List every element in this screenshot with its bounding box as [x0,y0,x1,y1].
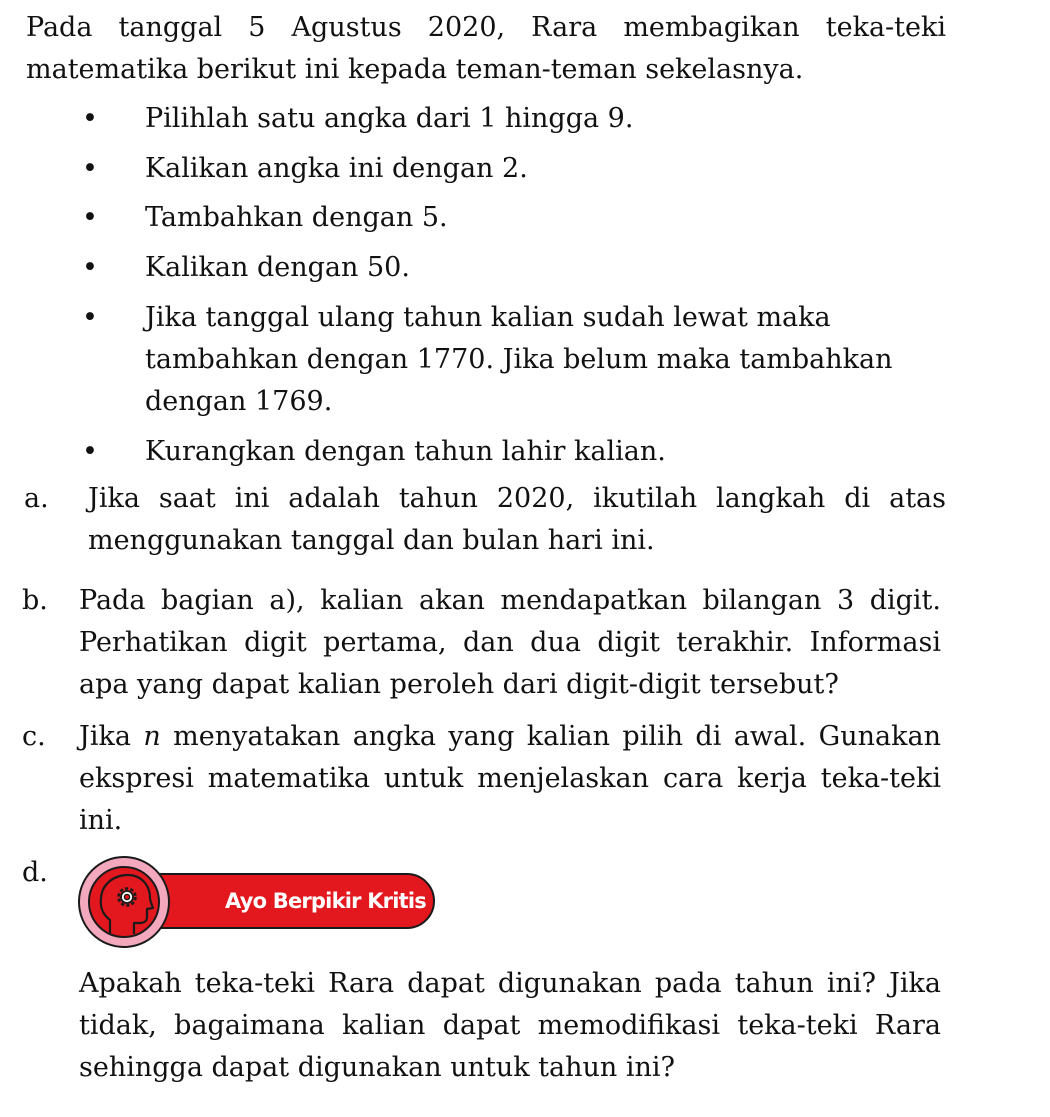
bullet-point: • [82,252,98,283]
step-text: Tambahkan dengan 5. [145,202,448,233]
bullet-point: • [82,302,98,333]
step-text: Jika tanggal ulang tahun kalian sudah lewat maka tambahkan dengan 1770. Jika belum maka tambahkan dengan 1769. [145,302,893,417]
step-text: Kalikan dengan 50. [145,252,410,283]
bullet-point: • [82,436,98,467]
step-text: Kalikan angka ini dengan 2. [145,153,528,184]
bullet-point: • [82,153,98,184]
badge-circle [78,856,170,948]
step-text: Pilihlah satu angka dari 1 hingga 9. [145,103,634,134]
question-text-end: menyatakan angka yang kalian pilih di awal. Gunakan ekspresi matematika untuk menjelaskan cara kerja teka-teki ini. [79,721,941,836]
intro-line-2: matematika berikut ini kepada teman-teman sekelasnya. [26,54,804,85]
bullet-point: • [82,103,98,134]
question-label: d. [22,857,48,888]
question-text: Pada bagian a), kalian akan mendapatkan bilangan 3 digit. Perhatikan digit pertama, dan dua digit terakhir. Informasi apa yang dapat kalian peroleh dari digit-digit tersebut? [79,585,941,700]
badge-label: Ayo Berpikir Kritis [225,889,426,913]
question-text: Apakah teka-teki Rara dapat digunakan pada tahun ini? Jika tidak, bagaimana kalian dapat memodifikasi teka-teki Rara sehingga dapat digunakan untuk tahun ini? [79,968,941,1083]
variable-n: n [143,721,161,752]
question-text: Jika saat ini adalah tahun 2020, ikutilah langkah di atas menggunakan tanggal dan bulan hari ini. [88,483,946,556]
head-gear-icon [96,872,154,936]
step-text: Kurangkan dengan tahun lahir kalian. [145,436,666,467]
question-label: c. [22,721,46,752]
intro-line-1: Pada tanggal 5 Agustus 2020, Rara membagikan teka-teki [26,12,946,43]
question-text-start: Jika [79,721,131,752]
question-label: a. [24,483,49,514]
question-text [79,716,941,842]
bullet-point: • [82,202,98,233]
question-label: b. [22,585,48,616]
critical-thinking-badge [78,856,438,948]
intro-paragraph [26,7,946,91]
